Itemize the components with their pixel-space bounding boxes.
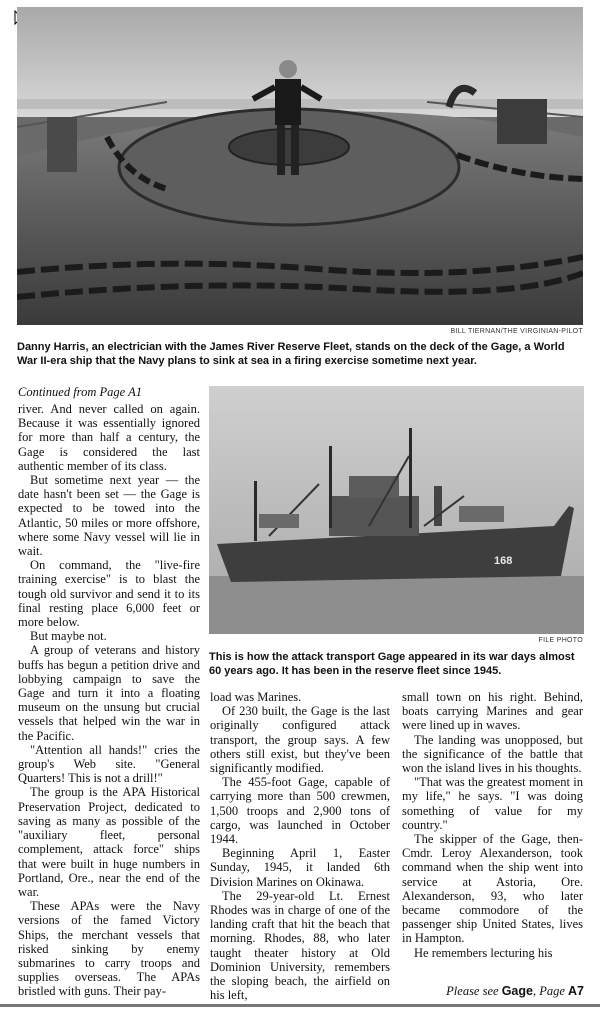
paragraph: Beginning April 1, Easter Sunday, 1945, it landed 6th Division Marines on Okinawa. (210, 846, 390, 889)
paragraph: "Attention all hands!" cries the group's Web site. "General Quarters! This is not a drill!" (18, 742, 200, 786)
ship-file-photo (209, 386, 584, 634)
paragraph: small town on his right. Behind, boats carrying Marines and gear were lined up in waves. (402, 690, 583, 733)
column-3 (402, 690, 583, 960)
jump-line (440, 984, 584, 999)
paragraph: These APAs were the Navy versions of the famed Victory Ships, the merchant vessels that risked sinking by enemy submarines to carry troops and supplies overseas. The APAs bristled with guns. Their pay- (18, 899, 200, 999)
ship-file-photo-image (209, 386, 584, 634)
paragraph: But maybe not. (30, 629, 107, 644)
paragraph: On command, the "live-fire training exercise" is to blast the tough old survivor and send it to its final resting place 6,000 feet or more below. (18, 558, 200, 630)
paragraph: The group is the APA Historical Preservation Project, dedicated to saving as many as possible of the "auxiliary fleet, personal complement, attack force" ships that were built in huge numbers in Portland, Ore., near the end of the war. (18, 785, 200, 899)
paragraph: The skipper of the Gage, then-Cmdr. Leroy Alexanderson, took command when the ship went into service at Astoria, Ore. Alexanderson, 93, who later became commodore of the passenger ship United States, lives in Hampton. (402, 832, 583, 946)
paragraph: He remembers lecturing his (414, 945, 553, 960)
paragraph: The 29-year-old Lt. Ernest Rhodes was in charge of one of the landing craft that hit the beach that morning. Rhodes, 88, who later taught theater history at Old Dominion University, remembers the sloping beach, the airfield on his left, (210, 888, 390, 1003)
paragraph: load was Marines. (210, 690, 302, 704)
paragraph: river. And never called on again. Because it was essentially ignored for more than half a century, the Gage is considered the last authentic member of its class. (18, 402, 200, 473)
bottom-rule (0, 1004, 600, 1007)
column-2 (210, 690, 390, 1002)
paragraph: A group of veterans and history buffs has begun a petition drive and lobbying campaign to save the Gage and turn it into a floating museum on the unsung but crucial vessels that helped win the war in the Pacific. (18, 643, 200, 743)
paragraph: Of 230 built, the Gage is the last originally configured attack transport, the group says. A few others still exist, but they've been significantly modified. (210, 704, 390, 776)
paragraph: The 455-foot Gage, capable of carrying more than 500 crewmen, 1,500 troops and 2,900 tons of cargo, was launched in October 1944. (210, 775, 390, 847)
paragraph: "That was the greatest moment in my life," he says. "I was doing something of value for my country." (402, 775, 583, 832)
jump-page: A7 (568, 984, 584, 998)
continued-from: Continued from Page A1 (18, 385, 142, 399)
jump-slug: Gage (501, 984, 533, 998)
top-photo-caption: Danny Harris, an electrician with the James River Reserve Fleet, stands on the deck of the Gage, a World War II-era ship that the Navy plans to sink at sea in a firing exercise sometime next year. (17, 341, 565, 367)
column-1 (18, 402, 200, 999)
hull-number: 168 (494, 555, 513, 567)
file-photo-caption: This is how the attack transport Gage appeared in its war days almost 60 years ago. It has been in the reserve fleet since 1945. (209, 651, 575, 677)
deck-photo-image (17, 7, 583, 325)
file-photo-credit: FILE PHOTO (538, 637, 583, 644)
deck-photo (17, 7, 583, 325)
paragraph: The landing was unopposed, but the significance of the battle that won the island lives in his thoughts. (402, 732, 583, 776)
please-see-label: Please see (446, 984, 499, 998)
top-photo-credit: BILL TIERNAN/THE VIRGINIAN-PILOT (450, 328, 583, 335)
paragraph: But sometime next year — the date hasn't been set — the Gage is expected to be towed into the Atlantic, 50 miles or more offshore, where some Navy vessel will lie in wait. (18, 473, 200, 559)
page-word: , Page (532, 984, 565, 998)
